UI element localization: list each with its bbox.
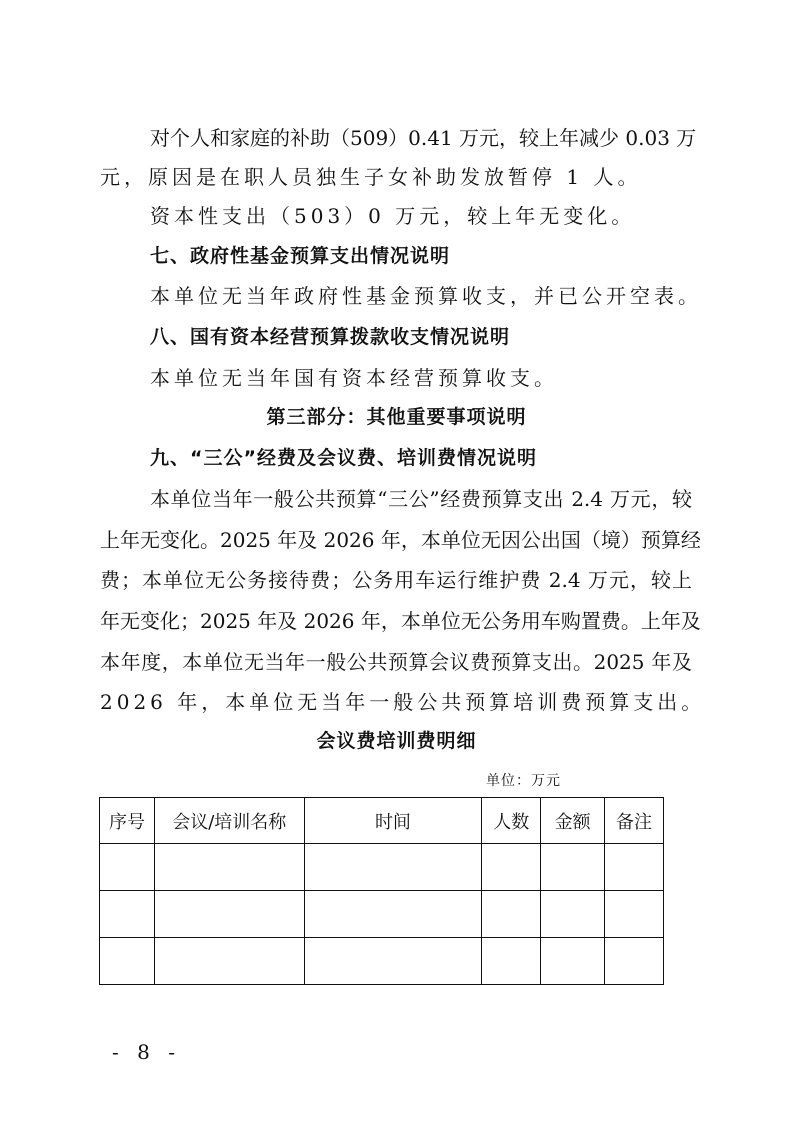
table-row <box>100 891 664 938</box>
cell <box>100 891 155 938</box>
cell <box>304 844 482 891</box>
section-heading: 九、“三公”经费及会议费、培训费情况说明 <box>150 447 537 469</box>
body-line: 上年无变化。2025 年及 2026 年，本单位无因公出国（境）预算经 <box>100 528 701 552</box>
header-time: 时间 <box>304 798 482 844</box>
cell <box>605 891 664 938</box>
expense-table <box>99 797 664 985</box>
body-line: 资本性支出（503）0 万元，较上年无变化。 <box>150 204 636 228</box>
body-line: 本单位无当年政府性基金预算收支，并已公开空表。 <box>150 284 702 308</box>
cell <box>100 938 155 985</box>
header-name: 会议/培训名称 <box>154 798 304 844</box>
cell <box>605 938 664 985</box>
header-remark: 备注 <box>605 798 664 844</box>
table-unit: 单位：万元 <box>486 773 561 789</box>
body-line: 本单位当年一般公共预算“三公”经费预算支出 2.4 万元，较 <box>150 487 692 511</box>
body-line: 2026 年，本单位无当年一般公共预算培训费预算支出。 <box>100 690 706 714</box>
cell <box>154 891 304 938</box>
cell <box>541 891 605 938</box>
table-row <box>100 844 664 891</box>
cell <box>605 844 664 891</box>
page-number: - 8 - <box>112 1040 181 1064</box>
cell <box>482 938 541 985</box>
cell <box>100 844 155 891</box>
cell <box>154 844 304 891</box>
cell <box>154 938 304 985</box>
part-heading: 第三部分：其他重要事项说明 <box>266 406 527 428</box>
cell <box>482 891 541 938</box>
body-line: 元，原因是在职人员独生子女补助发放暂停 1 人。 <box>100 165 642 189</box>
body-line: 本单位无当年国有资本经营预算收支。 <box>150 366 558 390</box>
cell <box>541 938 605 985</box>
body-line: 对个人和家庭的补助（509）0.41 万元，较上年减少 0.03 万 <box>150 126 697 150</box>
section-heading: 八、国有资本经营预算拨款收支情况说明 <box>150 326 511 348</box>
cell <box>304 891 482 938</box>
body-line: 本年度，本单位无当年一般公共预算会议费预算支出。2025 年及 <box>100 650 692 674</box>
cell <box>304 938 482 985</box>
table-title: 会议费培训费明细 <box>316 730 477 752</box>
section-heading: 七、政府性基金预算支出情况说明 <box>150 245 451 267</box>
header-amount: 金额 <box>541 798 605 844</box>
cell <box>541 844 605 891</box>
body-line: 年无变化；2025 年及 2026 年，本单位无公务用车购置费。上年及 <box>100 609 701 633</box>
cell <box>482 844 541 891</box>
header-count: 人数 <box>482 798 541 844</box>
table-row <box>100 938 664 985</box>
body-line: 费；本单位无公务接待费；公务用车运行维护费 2.4 万元，较上 <box>100 568 692 592</box>
header-index: 序号 <box>100 798 155 844</box>
table-header-row <box>100 798 664 844</box>
